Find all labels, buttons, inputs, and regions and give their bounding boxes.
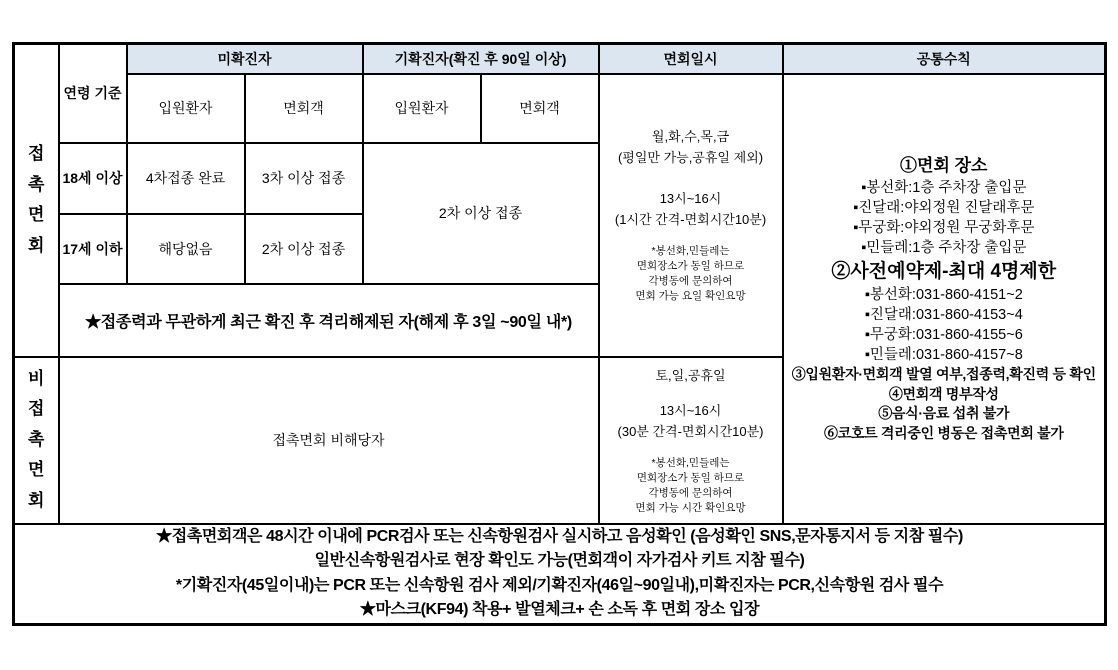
contact-footnote xyxy=(600,244,782,304)
noncontact-days: 토,일,공휴일 xyxy=(655,367,726,383)
non-contact-visit-label: 비접촉면회 xyxy=(28,368,45,510)
subheader-confirmed-patient: 입원환자 xyxy=(363,74,481,143)
cell-18plus-patient: 4차접종 완료 xyxy=(127,143,245,214)
rule1-item: ▪진달래:야외정원 진달래후문 xyxy=(853,200,1035,216)
contact-visit-label: 접촉면회 xyxy=(28,144,45,255)
rule2-item: ▪봉선화:031-860-4151~2 xyxy=(864,287,1023,303)
rule2-title: ②사전예약제-최대 4명제한 xyxy=(831,261,1057,282)
rule1-item: ▪봉선화:1층 주차장 출입문 xyxy=(861,180,1027,196)
contact-days: 월,화,수,목,금 xyxy=(651,129,730,144)
noncontact-hours-note: (30분 간격-면회시간10분) xyxy=(617,423,764,439)
contact-hours-note: (1시간 간격-면회시간10분) xyxy=(614,212,767,227)
rule2-item: ▪무궁화:031-860-4155~6 xyxy=(864,327,1023,343)
noncontact-footnote xyxy=(600,456,782,516)
rule4: ④면회객 명부작성 xyxy=(888,385,999,402)
rule1-title: ①면회 장소 xyxy=(900,156,988,175)
rule1-item: ▪민들레:1층 주차장 출입문 xyxy=(861,240,1027,256)
subheader-unconfirmed-visitor: 면회객 xyxy=(245,74,363,143)
subheader-unconfirmed-patient: 입원환자 xyxy=(127,74,245,143)
rule5: ⑤음식·음료 섭취 불가 xyxy=(878,405,1010,421)
bottom-note-line: 일반신속항원검사로 현장 확인도 가능(면회객이 자가검사 키트 지참 필수) xyxy=(314,552,805,569)
rule3: ③입원환자·면회객 발열 여부,접종력,확진력 등 확인 xyxy=(791,366,1096,382)
row-label-contact-visit xyxy=(14,44,59,357)
header-visit-datetime: 면회일시 xyxy=(599,44,783,74)
contact-footnote-line: 면회 가능 요일 확인요망 xyxy=(635,290,746,302)
header-confirmed: 기확진자(확진 후 90일 이상) xyxy=(363,44,599,74)
visitation-rules-table xyxy=(12,42,1107,626)
rule6: ⑥코호트 격리중인 병동은 접촉면회 불가 xyxy=(823,424,1064,441)
header-unconfirmed: 미확진자 xyxy=(127,44,363,74)
non-contact-body: 접촉면회 비해당자 xyxy=(59,357,599,524)
bottom-note-line: ★접촉면회객은 48시간 이내에 PCR검사 또는 신속항원검사 실시하고 음성확인 (음성확인 SNS,문자통지서 등 지참 필수) xyxy=(156,527,963,545)
subheader-confirmed-visitor: 면회객 xyxy=(481,74,599,143)
common-rules-cell xyxy=(783,74,1106,524)
noncontact-footnote-line: *봉선화,민들레는 xyxy=(651,456,730,469)
row-label-non-contact-visit xyxy=(14,357,59,524)
cell-17minus-patient: 해당없음 xyxy=(127,214,245,284)
header-common-rules: 공통수칙 xyxy=(783,44,1106,74)
contact-hours: 13시~16시 xyxy=(659,191,722,206)
visit-datetime-contact-cell xyxy=(599,74,783,357)
visit-datetime-non-contact-cell xyxy=(599,357,783,524)
age-row-label-17minus: 17세 이하 xyxy=(59,214,127,284)
age-row-label-18plus: 18세 이상 xyxy=(59,143,127,214)
released-note: ★접종력과 무관하게 최근 확진 후 격리해제된 자(해제 후 3일 ~90일 내*) xyxy=(59,284,599,357)
rule2-item: ▪진달래:031-860-4153~4 xyxy=(864,307,1023,323)
age-criteria-header: 연령 기준 xyxy=(59,44,127,143)
contact-footnote-line: 각병동에 문의하여 xyxy=(648,275,733,287)
noncontact-footnote-line: 면회장소가 동일 하므로 xyxy=(636,471,745,484)
contact-footnote-line: 면회장소가 동일 하므로 xyxy=(636,260,745,272)
cell-17minus-visitor: 2차 이상 접종 xyxy=(245,214,363,284)
cell-18plus-visitor: 3차 이상 접종 xyxy=(245,143,363,214)
rule2-item: ▪민들레:031-860-4157~8 xyxy=(864,347,1023,363)
contact-footnote-line: *봉선화,민들레는 xyxy=(651,245,730,257)
bottom-note-line: *기확진자(45일이내)는 PCR 또는 신속항원 검사 제외/기확진자(46일~90일내),미확진자는 PCR,신속항원 검사 필수 xyxy=(175,576,944,594)
bottom-note-line: ★마스크(KF94) 착용+ 발열체크+ 손 소독 후 면회 장소 입장 xyxy=(359,601,760,618)
noncontact-hours: 13시~16시 xyxy=(659,402,722,418)
noncontact-footnote-line: 각병동에 문의하여 xyxy=(648,486,733,499)
cell-confirmed-merged: 2차 이상 접종 xyxy=(363,143,599,284)
noncontact-footnote-line: 면회 가능 시간 확인요망 xyxy=(635,501,746,514)
bottom-notes-cell xyxy=(14,524,1106,625)
contact-days-note: (평일만 가능,공휴일 제외) xyxy=(617,150,764,165)
rule1-item: ▪무궁화:야외정원 무궁화후문 xyxy=(853,220,1035,236)
